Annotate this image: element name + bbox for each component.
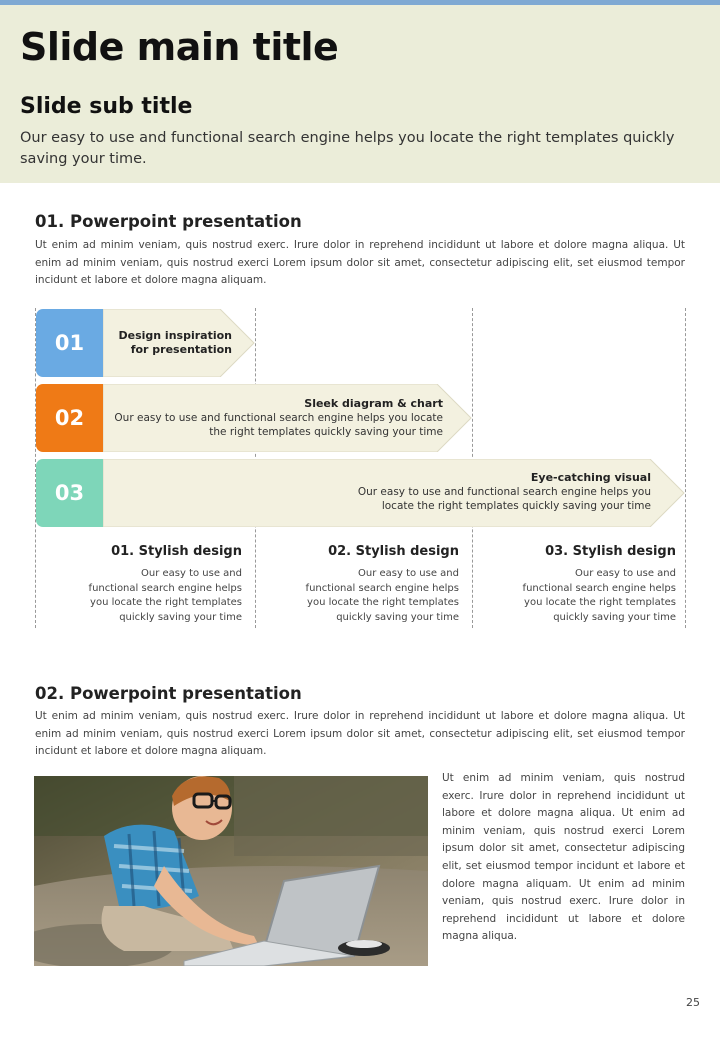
sub-description: Our easy to use and functional search engine helps you locate the right templates quickly saving your time. [20, 130, 675, 167]
page-title: Slide main title [20, 25, 339, 69]
step-title: Eye-catching visual [530, 471, 651, 484]
column-title: 03. Stylish design [545, 544, 676, 559]
header-band [0, 5, 720, 183]
step-arrow [103, 384, 472, 452]
step-text [251, 471, 651, 513]
feature-column [35, 544, 242, 625]
step-arrow [103, 459, 685, 527]
feature-column [252, 544, 459, 625]
step-title: Sleek diagram & chart [304, 397, 443, 410]
step-arrow [103, 309, 255, 377]
step-desc-line2: the right templates quickly saving your time [209, 426, 443, 438]
column-body: Our easy to use and functional search engine helps you locate the right templates quickly saving your time [305, 568, 459, 623]
step-number: 01 [54, 331, 85, 355]
step-text [103, 397, 443, 439]
step-desc: Our easy to use and functional search engine helps you [357, 486, 651, 498]
step-number: 02 [54, 406, 85, 430]
step-desc-line2: locate the right templates quickly saving your time [381, 500, 651, 512]
section2-body: Ut enim ad minim veniam, quis nostrud exerc. Irure dolor in reprehend incididunt ut labore et dolore magna aliqua. Ut enim ad minim veniam, quis nostrud exerci Lorem ipsum dolor sit amet, consectetur adipiscing elit, set eiusmod tempor incidunt et labore et dolore magna aliquam. [35, 710, 685, 757]
step-title: Design inspiration [118, 329, 232, 342]
step-title-line2: for presentation [130, 343, 232, 356]
step-text [102, 329, 232, 357]
photo-side-text: Ut enim ad minim veniam, quis nostrud exerc. Irure dolor in reprehend incididunt ut labore et dolore magna aliqua. Ut enim ad minim veniam, quis nostrud exerci Lorem ipsum dolor sit amet, consectetur adipiscing elit, set eiusmod tempor incidunt et labore et dolore magna aliquam. Ut enim ad minim veniam, quis nostrud exerc. Irure dolor in reprehend incididunt ut labore et dolore magna aliqua. [442, 772, 685, 943]
step-number-box [36, 459, 103, 527]
photo-boy-with-laptop [34, 776, 428, 966]
photo-illustration [34, 776, 428, 966]
guide-line [685, 308, 686, 628]
step-number: 03 [54, 481, 85, 505]
section2-title: 02. Powerpoint presentation [35, 684, 302, 703]
page-number: 25 [686, 996, 700, 1009]
step-desc: Our easy to use and functional search engine helps you locate [114, 412, 443, 424]
feature-column [469, 544, 676, 625]
column-body: Our easy to use and functional search engine helps you locate the right templates quickly saving your time [88, 568, 242, 623]
section1-title: 01. Powerpoint presentation [35, 212, 302, 231]
column-title: 02. Stylish design [328, 544, 459, 559]
column-title: 01. Stylish design [111, 544, 242, 559]
section1-body: Ut enim ad minim veniam, quis nostrud exerc. Irure dolor in reprehend incididunt ut labore et dolore magna aliqua. Ut enim ad minim veniam, quis nostrud exerci Lorem ipsum dolor sit amet, consectetur adipiscing elit, set eiusmod tempor incidunt et labore et dolore magna aliquam. [35, 239, 685, 286]
column-body: Our easy to use and functional search engine helps you locate the right templates quickly saving your time [522, 568, 676, 623]
sub-title: Slide sub title [20, 94, 193, 119]
step-number-box [36, 384, 103, 452]
step-number-box [36, 309, 103, 377]
